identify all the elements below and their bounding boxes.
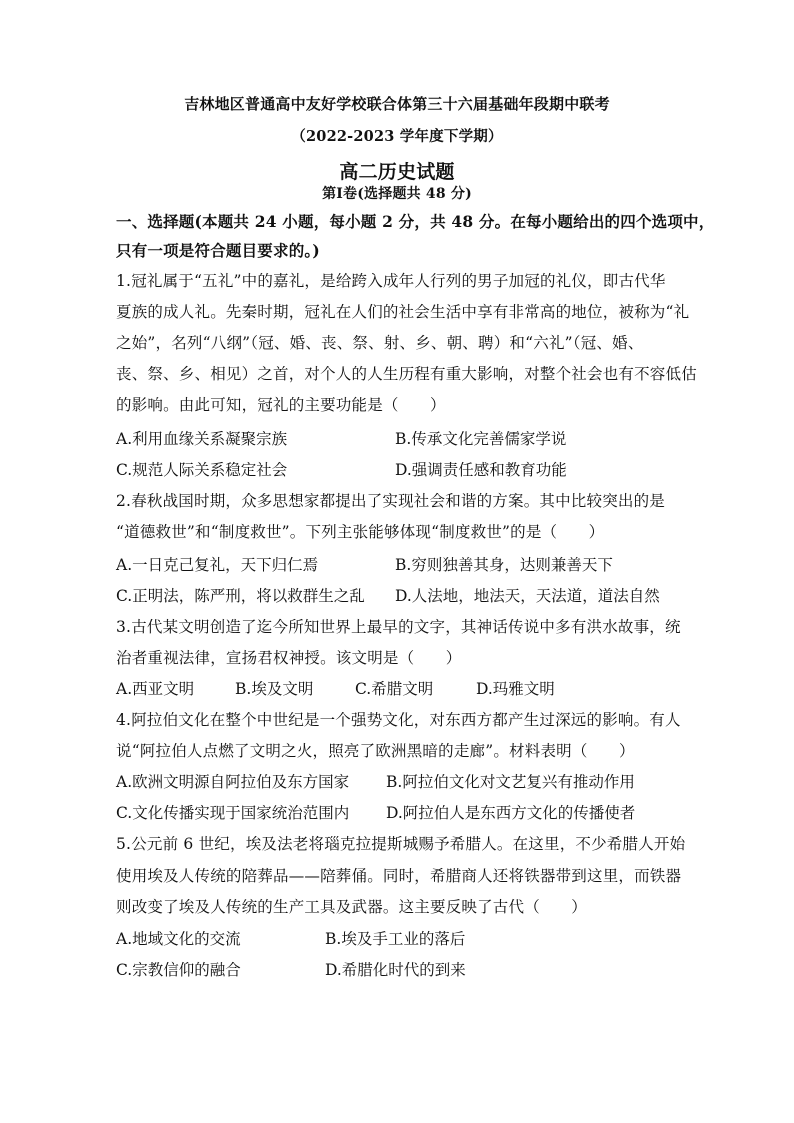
question-3-option-a: A.西亚文明: [116, 680, 195, 698]
question-4-line-2: 说“阿拉伯人点燃了文明之火，照亮了欧洲黑暗的走廊”。材料表明（ ）: [116, 742, 635, 760]
question-2-option-c: C.正明法，陈严刑，将以救群生之乱: [116, 587, 365, 605]
question-4-option-c: C.文化传播实现于国家统治范围内: [116, 804, 350, 822]
question-4-option-d: D.阿拉伯人是东西方文化的传播使者: [386, 804, 636, 822]
question-2-option-a: A.一日克己复礼，天下归仁焉: [116, 556, 319, 574]
question-1-line-1: 1.冠礼属于“五礼”中的嘉礼，是给跨入成年人行列的男子加冠的礼仪，即古代华: [116, 272, 666, 290]
question-5-option-c: C.宗教信仰的融合: [116, 961, 241, 979]
question-2-option-d: D.人法地，地法天，天法道，道法自然: [395, 587, 660, 605]
question-1-line-4: 丧、祭、乡、相见）之首，对个人的人生历程有重大影响，对整个社会也有不容低估: [116, 365, 697, 383]
question-5-line-2: 使用埃及人传统的陪葬品——陪葬俑。同时，希腊商人还将铁器带到这里，而铁器: [116, 867, 682, 885]
question-1-line-3: 之始”，名列“八纲”（冠、婚、丧、祭、射、乡、朝、聘）和“六礼”（冠、婚、: [116, 334, 644, 352]
question-2-line-2: “道德救世”和“制度救世”。下列主张能够体现“制度救世”的是（ ）: [116, 523, 605, 541]
section-instruction-line-2: 只有一项是符合题目要求的。): [116, 241, 320, 260]
question-3-option-c: C.希腊文明: [355, 680, 434, 698]
section-instruction-line-1: 一、选择题(本题共 24 小题，每小题 2 分，共 48 分。在每小题给出的四个选项中，: [116, 212, 715, 231]
question-4-option-a: A.欧洲文明源自阿拉伯及东方国家: [116, 773, 350, 791]
question-5-line-3: 则改变了埃及人传统的生产工具及武器。这主要反映了古代（ ）: [116, 898, 588, 916]
subject-title: 高二历史试题: [339, 161, 455, 183]
question-1-line-5: 的影响。由此可知，冠礼的主要功能是（ ）: [116, 396, 446, 414]
question-3-option-d: D.玛雅文明: [476, 680, 555, 698]
question-2-line-1: 2.春秋战国时期，众多思想家都提出了实现社会和谐的方案。其中比较突出的是: [116, 492, 665, 510]
question-5-option-a: A.地域文化的交流: [116, 930, 241, 948]
question-1-line-2: 夏族的成人礼。先秦时期，冠礼在人们的社会生活中享有非常高的地位，被称为“礼: [116, 303, 690, 321]
school-year: （2022-2023 学年度下学期）: [291, 128, 503, 145]
question-1-option-d: D.强调责任感和教育功能: [395, 461, 567, 479]
volume-heading: 第Ⅰ卷(选择题共 48 分): [322, 186, 472, 202]
exam-title: 吉林地区普通高中友好学校联合体第三十六届基础年段期中联考: [184, 95, 610, 113]
question-5-option-d: D.希腊化时代的到来: [325, 961, 466, 979]
question-5-option-b: B.埃及手工业的落后: [325, 930, 466, 948]
question-4-line-1: 4.阿拉伯文化在整个中世纪是一个强势文化，对东西方都产生过深远的影响。有人: [116, 711, 681, 729]
question-2-option-b: B.穷则独善其身，达则兼善天下: [395, 556, 613, 574]
question-3-option-b: B.埃及文明: [235, 680, 314, 698]
question-5-line-1: 5.公元前 6 世纪，埃及法老将瑙克拉提斯城赐予希腊人。在这里，不少希腊人开始: [116, 835, 686, 853]
question-3-line-1: 3.古代某文明创造了迄今所知世界上最早的文字，其神话传说中多有洪水故事，统: [116, 618, 681, 636]
question-3-line-2: 治者重视法律，宣扬君权神授。该文明是（ ）: [116, 649, 462, 667]
question-1-option-b: B.传承文化完善儒家学说: [395, 430, 567, 448]
question-1-option-a: A.利用血缘关系凝聚宗族: [116, 430, 288, 448]
question-1-option-c: C.规范人际关系稳定社会: [116, 461, 288, 479]
question-4-option-b: B.阿拉伯文化对文艺复兴有推动作用: [386, 773, 635, 791]
